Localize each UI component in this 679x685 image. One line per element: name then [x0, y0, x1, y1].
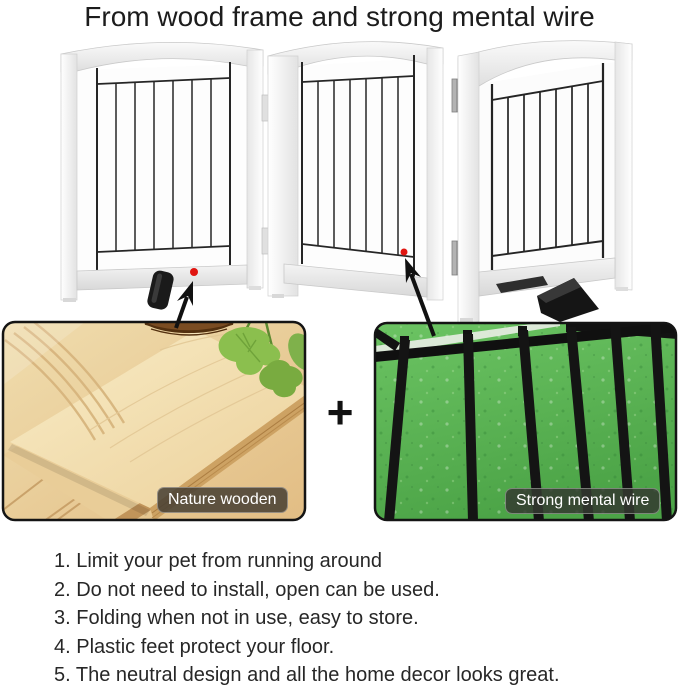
feature-item: 3. Folding when not in use, easy to store.: [54, 607, 419, 629]
gate-panel-middle: [268, 42, 443, 300]
stile: [427, 48, 443, 300]
feature-item: 2. Do not need to install, open can be used.: [54, 578, 440, 601]
foot-pad: [460, 318, 473, 322]
feature-item: 5. The neutral design and all the home decor looks great.: [54, 664, 560, 685]
foot-pad: [616, 287, 628, 291]
stile: [268, 56, 298, 296]
plus-icon: +: [326, 386, 354, 438]
callout-dot-wire: [401, 249, 408, 256]
foot-pad: [249, 286, 261, 290]
foot-pad: [272, 294, 284, 298]
feature-item: 4. Plastic feet protect your floor.: [54, 635, 335, 658]
wood-material-label: Nature wooden: [157, 487, 288, 513]
feature-item: 1. Limit your pet from running around: [54, 550, 382, 572]
foot-pad: [63, 298, 76, 302]
feature-list: [54, 547, 560, 685]
stile: [615, 42, 632, 290]
stile: [247, 50, 263, 288]
page-title: From wood frame and strong mental wire: [84, 1, 595, 32]
gate-panel-left: [61, 42, 263, 302]
stile: [61, 54, 77, 300]
stile: [458, 52, 479, 324]
callout-dot-wood: [190, 268, 198, 276]
wire-material-label: Strong mental wire: [505, 488, 660, 514]
panel-field: [77, 64, 247, 273]
